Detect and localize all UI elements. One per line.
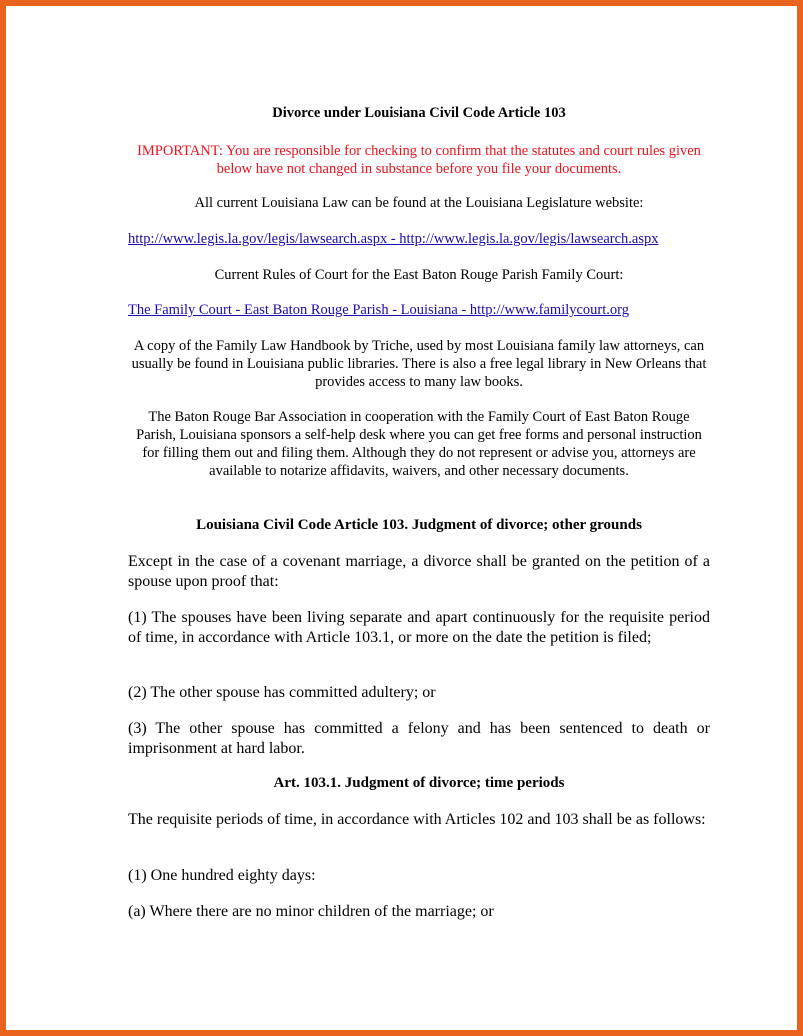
article-103-1-heading: Art. 103.1. Judgment of divorce; time periods: [273, 775, 565, 791]
court-intro-text: Current Rules of Court for the East Baton Rouge Parish Family Court:: [214, 267, 624, 283]
handbook-paragraph: A copy of the Family Law Handbook by Triche, used by most Louisiana family law attorneys, can usually be found in Louisiana public libraries. There is also a free legal library in New Orleans that provides access to many law books.: [131, 338, 707, 390]
document-title: Divorce under Louisiana Civil Code Article 103: [272, 105, 566, 121]
legislature-link[interactable]: http://www.legis.la.gov/legis/lawsearch.aspx - http://www.legis.la.gov/legis/lawsearch.aspx: [128, 231, 659, 247]
important-notice: IMPORTANT: You are responsible for checking to confirm that the statutes and court rules given below have not changed in substance before you file your documents.: [137, 143, 701, 177]
article-103-intro: Except in the case of a covenant marriage, a divorce shall be granted on the petition of a spouse upon proof that:: [128, 553, 710, 590]
bar-association-paragraph: The Baton Rouge Bar Association in cooperation with the Family Court of East Baton Rouge Parish, Louisiana sponsors a self-help desk where you can get free forms and personal instruction for filling them out and filing them. Although they do not represent or advise you, attorneys are available to notarize affidavits, waivers, and other necessary documents.: [136, 409, 702, 479]
article-103-item-2: (2) The other spouse has committed adultery; or: [128, 684, 436, 701]
article-103-1-intro: The requisite periods of time, in accordance with Articles 102 and 103 shall be as follows:: [128, 811, 706, 828]
article-103-item-1: (1) The spouses have been living separate and apart continuously for the requisite period of time, in accordance with Article 103.1, or more on the date the petition is filed;: [128, 609, 710, 646]
law-intro-text: All current Louisiana Law can be found at the Louisiana Legislature website:: [194, 195, 644, 211]
court-link-line: [128, 301, 710, 319]
article-103-heading: Louisiana Civil Code Article 103. Judgment of divorce; other grounds: [196, 517, 642, 533]
article-103-1-item-1: (1) One hundred eighty days:: [128, 867, 316, 884]
article-103-1-item-a: (a) Where there are no minor children of the marriage; or: [128, 903, 494, 920]
family-court-link[interactable]: The Family Court - East Baton Rouge Parish - Louisiana - http://www.familycourt.org: [128, 302, 629, 318]
article-103-item-3: (3) The other spouse has committed a felony and has been sentenced to death or imprisonment at hard labor.: [128, 720, 710, 757]
law-link-line: [128, 230, 710, 248]
